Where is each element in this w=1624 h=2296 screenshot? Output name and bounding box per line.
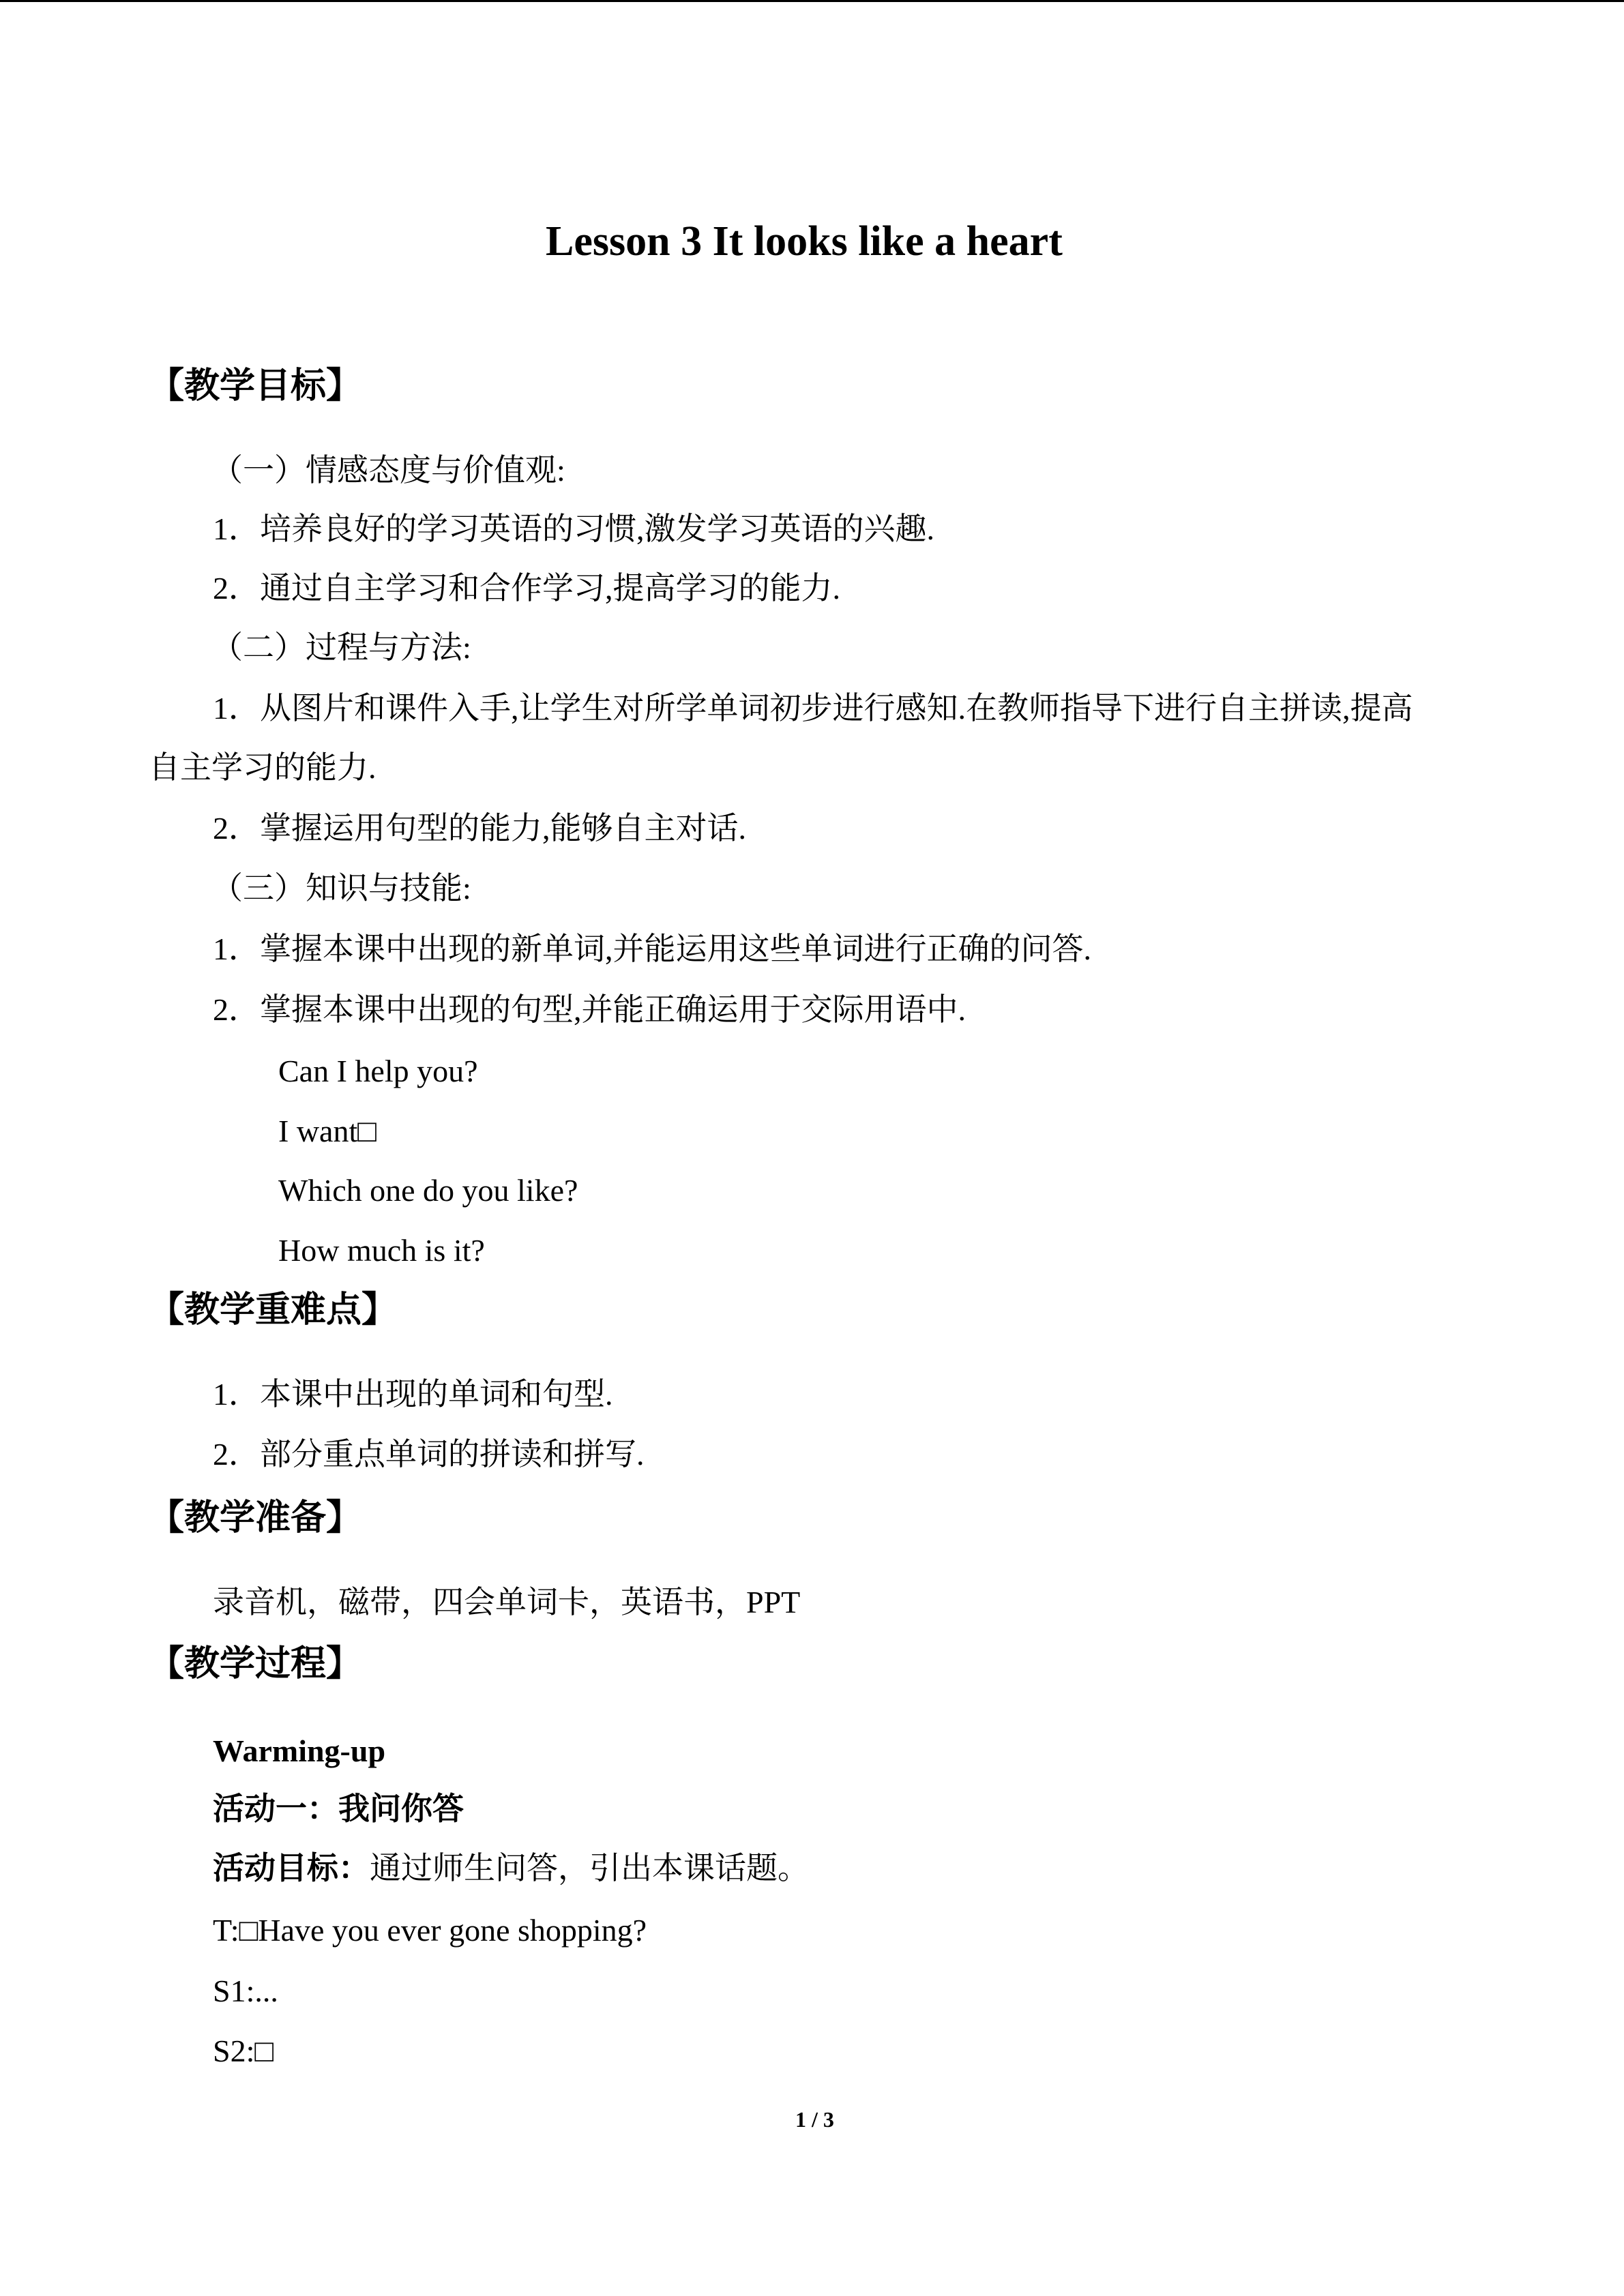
objective-item: 1．培养良好的学习英语的习惯,激发学习英语的兴趣.	[213, 511, 934, 546]
page-top-border	[0, 0, 1624, 2]
sentence-pattern: I want□	[278, 1114, 377, 1148]
objective-item-continued: 自主学习的能力.	[149, 750, 377, 785]
objective-item: 1．掌握本课中出现的新单词,并能运用这些单词进行正确的问答.	[213, 931, 1091, 966]
dialog-line: S1:...	[213, 1973, 278, 2008]
activity-goal-text: 通过师生问答，引出本课话题。	[370, 1851, 809, 1885]
objective-item: 2．掌握运用句型的能力,能够自主对话.	[213, 811, 746, 846]
sentence-pattern: How much is it?	[278, 1233, 485, 1268]
key-point-item: 1．本课中出现的单词和句型.	[213, 1377, 613, 1412]
section-heading-objectives: 【教学目标】	[149, 366, 362, 406]
sentence-pattern: Which one do you like?	[278, 1173, 578, 1208]
objective-item: 2．通过自主学习和合作学习,提高学习的能力.	[213, 571, 840, 606]
section-heading-key-points: 【教学重难点】	[149, 1289, 398, 1330]
key-point-item: 2．部分重点单词的拼读和拼写.	[213, 1437, 645, 1472]
activity-goal-label: 活动目标：	[213, 1851, 370, 1885]
section-heading-process: 【教学过程】	[149, 1643, 362, 1684]
activity-goal	[213, 1853, 809, 1884]
objective-item: 1．从图片和课件入手,让学生对所学单词初步进行感知.在教师指导下进行自主拼读,提高	[213, 691, 1413, 726]
dialog-line: T:□Have you ever gone shopping?	[213, 1913, 647, 1948]
page-title: Lesson 3 It looks like a heart	[546, 218, 1063, 265]
subheading-knowledge: （三）知识与技能:	[211, 871, 471, 906]
objective-item: 2．掌握本课中出现的句型,并能正确运用于交际用语中.	[213, 992, 966, 1027]
dialog-line: S2:□	[213, 2033, 274, 2068]
page-number: 1 / 3	[795, 2107, 834, 2132]
section-heading-preparation: 【教学准备】	[149, 1497, 362, 1538]
subheading-process: （二）过程与方法:	[211, 630, 471, 665]
preparation-text: 录音机，磁带，四会单词卡，英语书，PPT	[213, 1585, 801, 1620]
subheading-attitude: （一）情感态度与价值观:	[211, 453, 565, 488]
warmup-heading: Warming-up	[213, 1733, 386, 1768]
sentence-pattern: Can I help you?	[278, 1054, 478, 1088]
activity-title: 活动一：我问你答	[213, 1791, 464, 1826]
